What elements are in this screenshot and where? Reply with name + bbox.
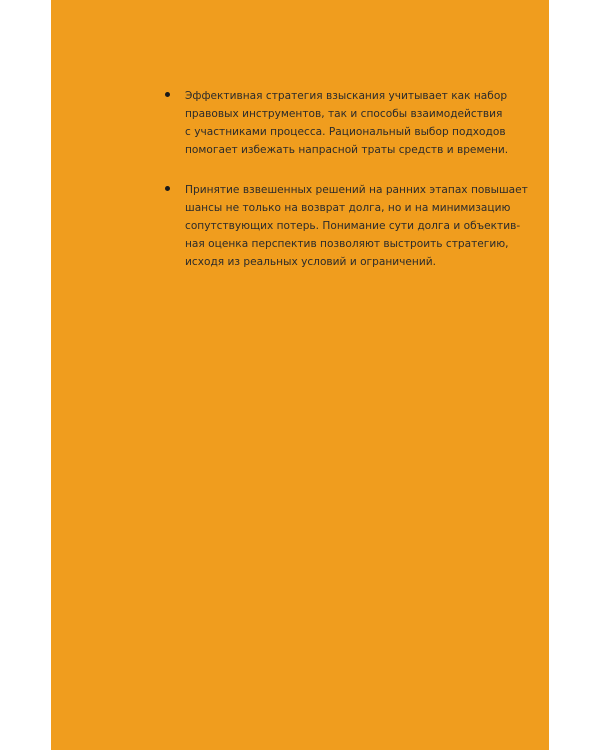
- text-line: шансы не только на возврат долга, но и на минимизацию: [185, 202, 511, 214]
- text-line: ная оценка перспектив позволяют выстроить стратегию,: [185, 238, 509, 250]
- bullet-icon: [165, 92, 170, 97]
- text-line: Эффективная стратегия взыскания учитывает как набор: [185, 90, 508, 102]
- text-line: помогает избежать напрасной траты средств и времени.: [185, 144, 509, 156]
- text-line: Принятие взвешенных решений на ранних этапах повышает: [185, 184, 528, 196]
- bullet-item: [51, 87, 549, 159]
- bullet-paragraph: [185, 87, 509, 159]
- bullet-list: [51, 87, 549, 293]
- text-line: исходя из реальных условий и ограничений.: [185, 256, 436, 268]
- text-line: правовых инструментов, так и способы взаимодействия: [185, 108, 503, 120]
- bullet-paragraph: [185, 181, 528, 271]
- text-line: с участниками процесса. Рациональный выбор подходов: [185, 126, 506, 138]
- bullet-icon: [165, 186, 170, 191]
- page: [51, 0, 549, 750]
- bullet-item: [51, 181, 549, 271]
- text-line: сопутствующих потерь. Понимание сути долга и объектив-: [185, 220, 521, 232]
